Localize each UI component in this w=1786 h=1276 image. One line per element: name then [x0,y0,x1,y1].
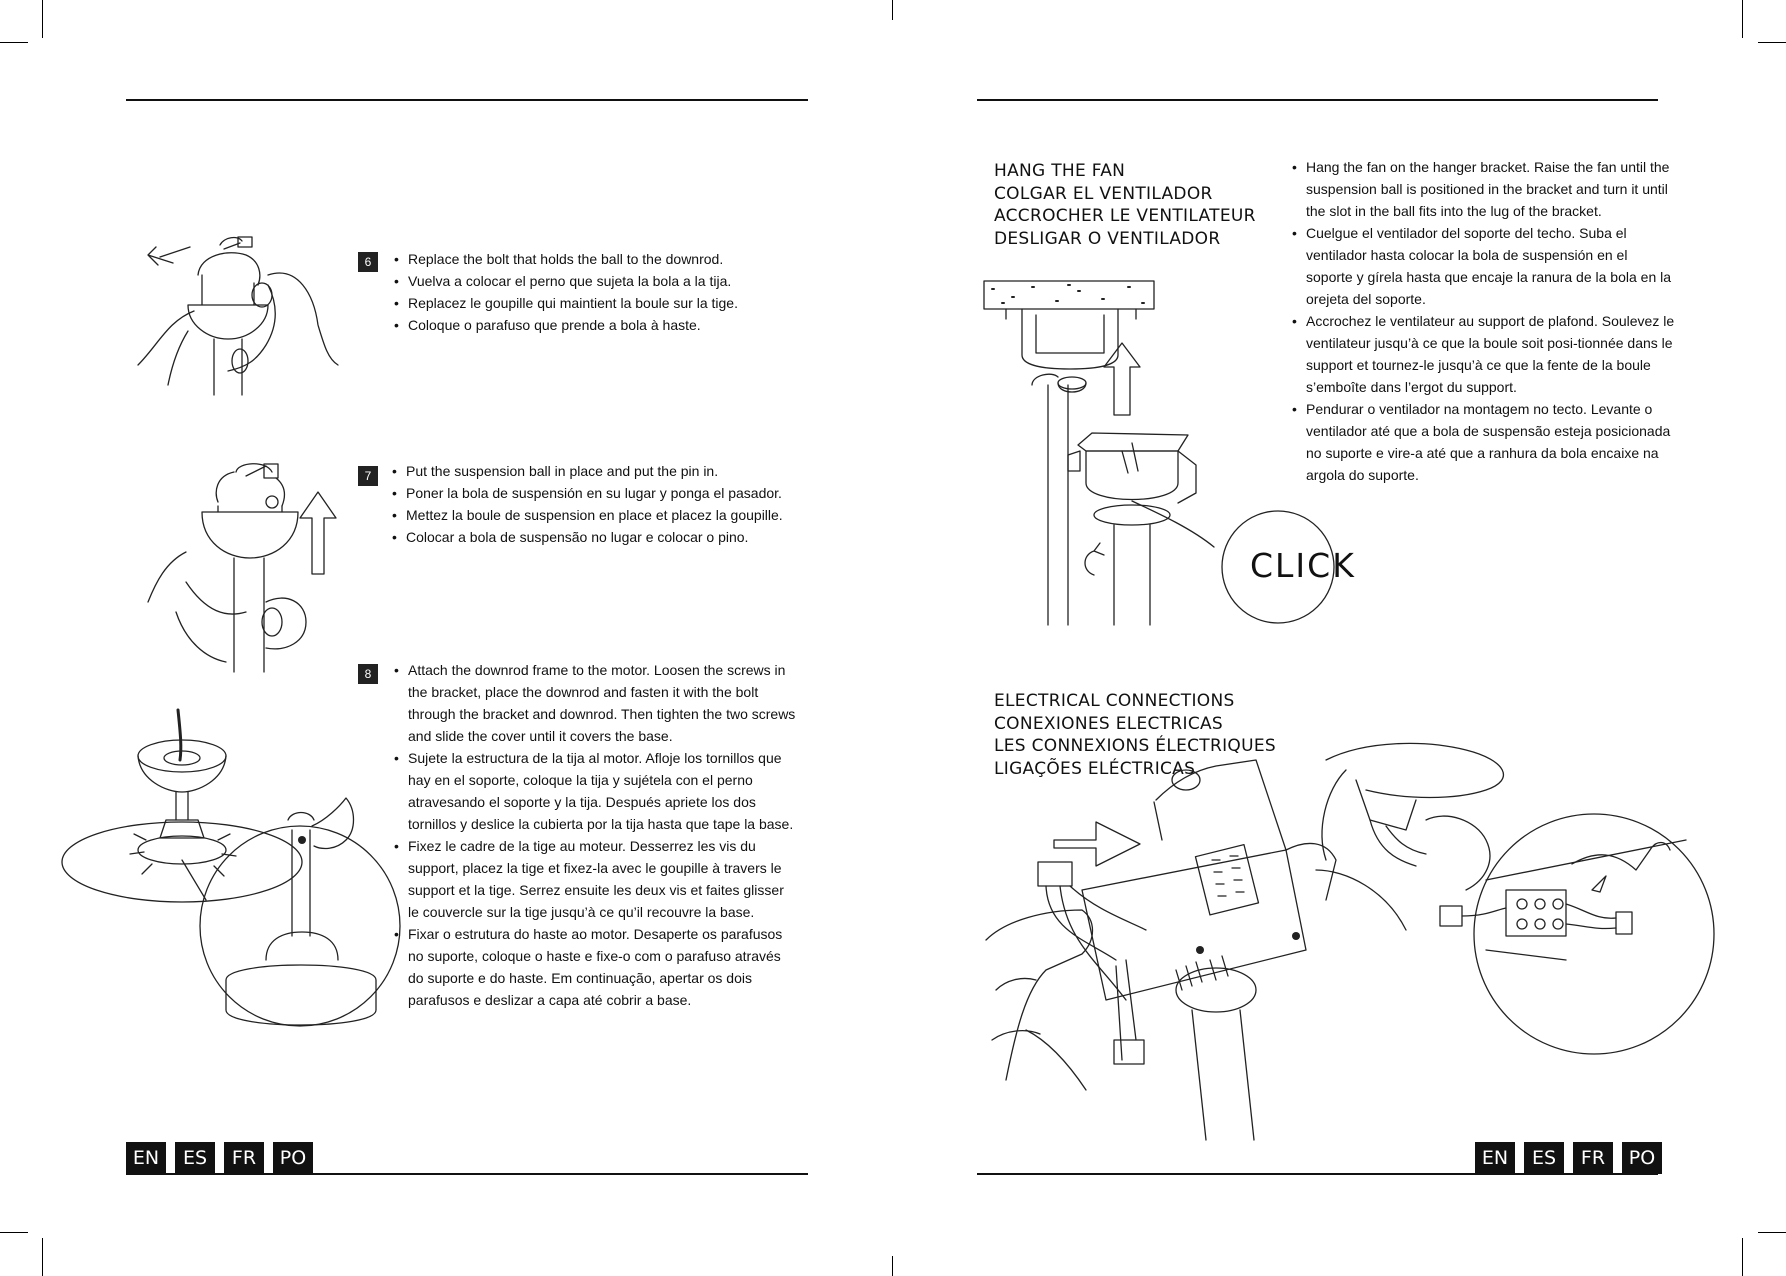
lang-tab-en[interactable]: EN [126,1142,166,1174]
crop-mark [0,1232,28,1233]
step-8-bullet-en: • Attach the downrod frame to the motor. Loosen the screws in the bracket, place the downrod and fasten it with the bolt through the bracket and downrod. Then tighten the two screws and slide the cover until it covers the base. [394,659,796,747]
step-7-illustration [146,462,346,672]
hang-bullet-po: • Pendurar o ventilador na montagem no tecto. Levante o ventilador até que a bola de suspensão esteja posicionada no suporte e vire-a até que a ranhura da bola encaixe na argola do suporte. [1292,398,1678,486]
lang-tab-po[interactable]: PO [273,1142,313,1174]
right-language-tabs [1475,1142,1662,1174]
hang-bullet-fr: • Accrochez le ventilateur au support de plafond. Soulevez le ventilateur jusqu’à ce que la boule soit posi-tionnée dans le support et tournez-le jusqu’à ce que la fente de la boule s’emboîte dans l’ergot du support. [1292,310,1678,398]
crop-mark [1758,1232,1786,1233]
hang-heading-fr: ACCROCHER LE VENTILATEUR [994,206,1256,226]
hang-heading-es: COLGAR EL VENTILADOR [994,183,1213,204]
step-6-bullet-en: • Replace the bolt that holds the ball to the downrod. [394,248,794,270]
electrical-heading-es: CONEXIONES ELECTRICAS [994,713,1224,734]
crop-mark [0,42,28,43]
hang-heading-en: HANG THE FAN [994,161,1126,181]
step-7-instructions [392,460,800,548]
step-7-bullet-en: • Put the suspension ball in place and put the pin in. [392,460,800,482]
lang-tab-es[interactable]: ES [1524,1142,1564,1174]
step-7-bullet-es: • Poner la bola de suspensión en su lugar y ponga el pasador. [392,482,800,504]
lang-tab-fr[interactable]: FR [224,1142,264,1174]
hang-bullet-en: • Hang the fan on the hanger bracket. Raise the fan until the suspension ball is positioned in the bracket and turn it until the slot in the ball fits into the lug of the bracket. [1292,156,1678,222]
step-8-instructions [394,659,796,1011]
left-language-tabs [126,1142,313,1174]
step-6-illustration [128,235,348,395]
step-8-bullet-fr: • Fixez le cadre de la tige au moteur. Desserrez les vis du support, placez la tige et fixez-la avec le goupille à travers le support et la tige. Serrez ensuite les deux vis et faites glisser le couvercle sur la tige jusqu’à ce qu’il recouvre la base. [394,835,796,923]
electrical-connections-illustration [986,740,1706,1140]
crop-mark [1742,0,1743,38]
step-7-bullet-po: • Colocar a bola de suspensão no lugar e colocar o pino. [392,526,800,548]
electrical-heading-po: LIGAÇÕES ELÉCTRICAS [994,758,1196,779]
step-7-number: 7 [358,466,378,486]
step-6-bullet-es: • Vuelva a colocar el perno que sujeta la bola a la tija. [394,270,794,292]
lang-tab-po[interactable]: PO [1622,1142,1662,1174]
step-8-bullet-po: • Fixar o estrutura do haste ao motor. Desaperte os parafusos no suporte, coloque o haste e fixe-o com o parafuso através do suporte e do haste. Em continuação, apertar os dois parafusos e deslizar a capa até cobrir a base. [394,923,796,1011]
crop-mark [892,1256,893,1276]
step-6-number: 6 [358,252,378,272]
lang-tab-es[interactable]: ES [175,1142,215,1174]
step-8-bullet-es: • Sujete la estructura de la tija al motor. Afloje los tornillos que hay en el soporte, coloque la tija y sujétela con el perno atravesando el soporte y la tija. Después apriete los dos tornillos y deslice la cubierta por la tija hasta que tape la base. [394,747,796,835]
lang-tab-fr[interactable]: FR [1573,1142,1613,1174]
step-8-illustration [126,710,376,1030]
hang-fan-heading [994,160,1256,250]
crop-mark [1742,1238,1743,1276]
left-bottom-rule [126,1173,808,1175]
lang-tab-en[interactable]: EN [1475,1142,1515,1174]
step-6-instructions [394,248,794,336]
crop-mark [42,0,43,38]
step-6-bullet-po: • Coloque o parafuso que prende a bola à haste. [394,314,794,336]
step-8-number: 8 [358,664,378,684]
step-7-bullet-fr: • Mettez la boule de suspension en place et placez la goupille. [392,504,800,526]
hang-bullet-es: • Cuelgue el ventilador del soporte del techo. Suba el ventilador hasta colocar la bola de suspensión en el soporte y gírela hasta que encaje la ranura de la bola en la orejeta del soporte. [1292,222,1678,310]
crop-mark [42,1238,43,1276]
electrical-heading-fr: LES CONNEXIONS ÉLECTRIQUES [994,736,1276,756]
crop-mark [892,0,893,20]
right-bottom-rule [977,1173,1658,1175]
electrical-heading-en: ELECTRICAL CONNECTIONS [994,691,1235,711]
click-label: CLICK [1250,546,1356,585]
left-top-rule [126,99,808,101]
crop-mark [1758,42,1786,43]
step-6-bullet-fr: • Replacez le goupille qui maintient la boule sur la tige. [394,292,794,314]
right-top-rule [977,99,1658,101]
hang-heading-po: DESLIGAR O VENTILADOR [994,228,1221,249]
